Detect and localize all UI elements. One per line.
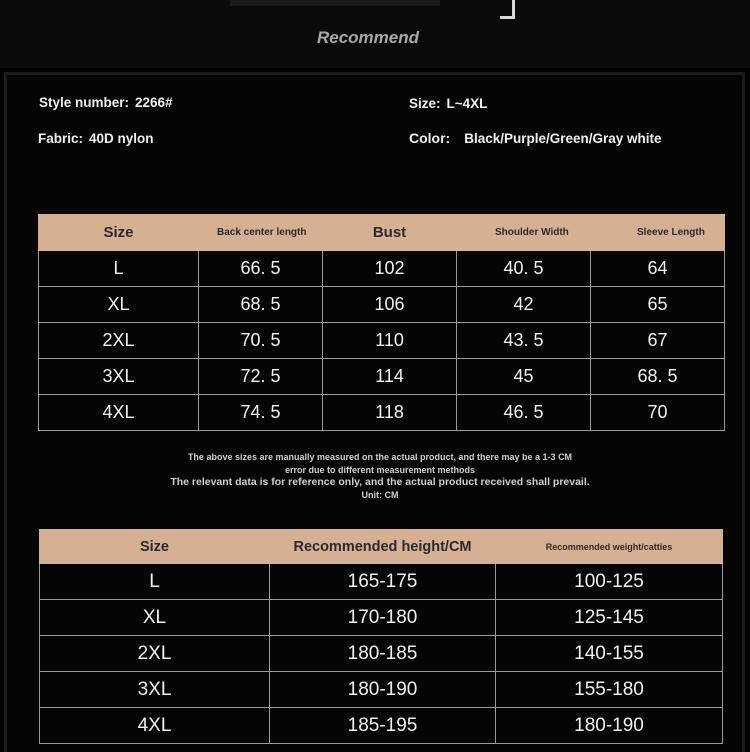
header-sleeve-length: Sleeve Length bbox=[591, 215, 725, 251]
cell-shoulder-width: 43. 5 bbox=[457, 323, 591, 359]
table-row bbox=[39, 359, 725, 395]
cell-back-center-length: 74. 5 bbox=[199, 395, 323, 431]
table-row bbox=[39, 395, 725, 431]
cell-height: 180-185 bbox=[270, 636, 496, 672]
cell-back-center-length: 72. 5 bbox=[199, 359, 323, 395]
header-recommended-height: Recommended height/CM bbox=[270, 530, 496, 564]
cell-shoulder-width: 45 bbox=[457, 359, 591, 395]
recommend-heading: Recommend bbox=[316, 28, 420, 47]
cell-sleeve-length: 65 bbox=[591, 287, 725, 323]
cell-sleeve-length: 64 bbox=[591, 251, 725, 287]
style-number-label: Style number: bbox=[39, 95, 130, 110]
note-line-2: error due to different measurement methods bbox=[284, 464, 476, 475]
size-range-label: Size: bbox=[409, 96, 441, 111]
header-bust: Bust bbox=[323, 215, 457, 251]
cell-weight: 140-155 bbox=[496, 636, 723, 672]
cell-sleeve-length: 70 bbox=[591, 395, 725, 431]
cropped-heading-remnant bbox=[230, 0, 440, 6]
cell-size: L bbox=[39, 251, 199, 287]
cell-bust: 114 bbox=[323, 359, 457, 395]
size-measurement-table bbox=[38, 214, 725, 431]
cell-weight: 125-145 bbox=[496, 600, 723, 636]
cell-bust: 102 bbox=[323, 251, 457, 287]
cell-height: 170-180 bbox=[270, 600, 496, 636]
fabric bbox=[38, 131, 154, 146]
cell-weight: 180-190 bbox=[496, 708, 723, 744]
style-number bbox=[39, 95, 173, 110]
recommendation-table bbox=[39, 529, 723, 744]
header-shoulder-width: Shoulder Width bbox=[457, 215, 591, 251]
color-label: Color: bbox=[409, 130, 451, 146]
cell-size: L bbox=[40, 564, 270, 600]
cell-back-center-length: 66. 5 bbox=[199, 251, 323, 287]
cell-size: 4XL bbox=[39, 395, 199, 431]
top-banner bbox=[0, 0, 750, 68]
table-row bbox=[39, 323, 725, 359]
cell-shoulder-width: 42 bbox=[457, 287, 591, 323]
cell-sleeve-length: 68. 5 bbox=[591, 359, 725, 395]
table-row bbox=[40, 600, 723, 636]
cell-size: XL bbox=[39, 287, 199, 323]
cell-weight: 155-180 bbox=[496, 672, 723, 708]
cell-size: 3XL bbox=[39, 359, 199, 395]
cell-size: XL bbox=[40, 600, 270, 636]
table-row bbox=[40, 564, 723, 600]
cell-size: 3XL bbox=[40, 672, 270, 708]
table-row bbox=[39, 251, 725, 287]
fabric-value: 40D nylon bbox=[89, 131, 154, 146]
cell-height: 165-175 bbox=[270, 564, 496, 600]
cell-back-center-length: 70. 5 bbox=[199, 323, 323, 359]
note-line-1: The above sizes are manually measured on the actual product, and there may be a 1-3 CM bbox=[187, 452, 573, 462]
header-size: Size bbox=[40, 530, 270, 564]
header-size: Size bbox=[39, 215, 199, 251]
cell-size: 4XL bbox=[40, 708, 270, 744]
size-range-value: L~4XL bbox=[446, 96, 488, 111]
cell-height: 185-195 bbox=[270, 708, 496, 744]
fabric-label: Fabric: bbox=[38, 131, 84, 146]
note-line-3: The relevant data is for reference only, and the actual product received shall prevail. bbox=[170, 476, 590, 488]
header-recommended-weight: Recommended weight/catties bbox=[496, 530, 723, 564]
style-number-value: 2266# bbox=[135, 95, 173, 110]
cell-sleeve-length: 67 bbox=[591, 323, 725, 359]
table-row bbox=[40, 636, 723, 672]
color-value: Black/Purple/Green/Gray white bbox=[464, 131, 662, 146]
cell-shoulder-width: 46. 5 bbox=[457, 395, 591, 431]
table-header-row bbox=[40, 530, 723, 564]
cell-height: 180-190 bbox=[270, 672, 496, 708]
measurement-note bbox=[110, 451, 650, 501]
header-back-center-length: Back center length bbox=[199, 215, 323, 251]
cell-shoulder-width: 40. 5 bbox=[457, 251, 591, 287]
table-row bbox=[39, 287, 725, 323]
cell-back-center-length: 68. 5 bbox=[199, 287, 323, 323]
color-options bbox=[409, 130, 662, 146]
table-row bbox=[40, 708, 723, 744]
note-line-4: Unit: CM bbox=[361, 489, 399, 500]
table-header-row bbox=[39, 215, 725, 251]
cell-bust: 118 bbox=[323, 395, 457, 431]
table-row bbox=[40, 672, 723, 708]
bracket-decoration bbox=[500, 0, 515, 19]
cell-size: 2XL bbox=[40, 636, 270, 672]
cell-bust: 110 bbox=[323, 323, 457, 359]
cell-bust: 106 bbox=[323, 287, 457, 323]
cell-weight: 100-125 bbox=[496, 564, 723, 600]
size-range bbox=[409, 96, 487, 111]
cell-size: 2XL bbox=[39, 323, 199, 359]
